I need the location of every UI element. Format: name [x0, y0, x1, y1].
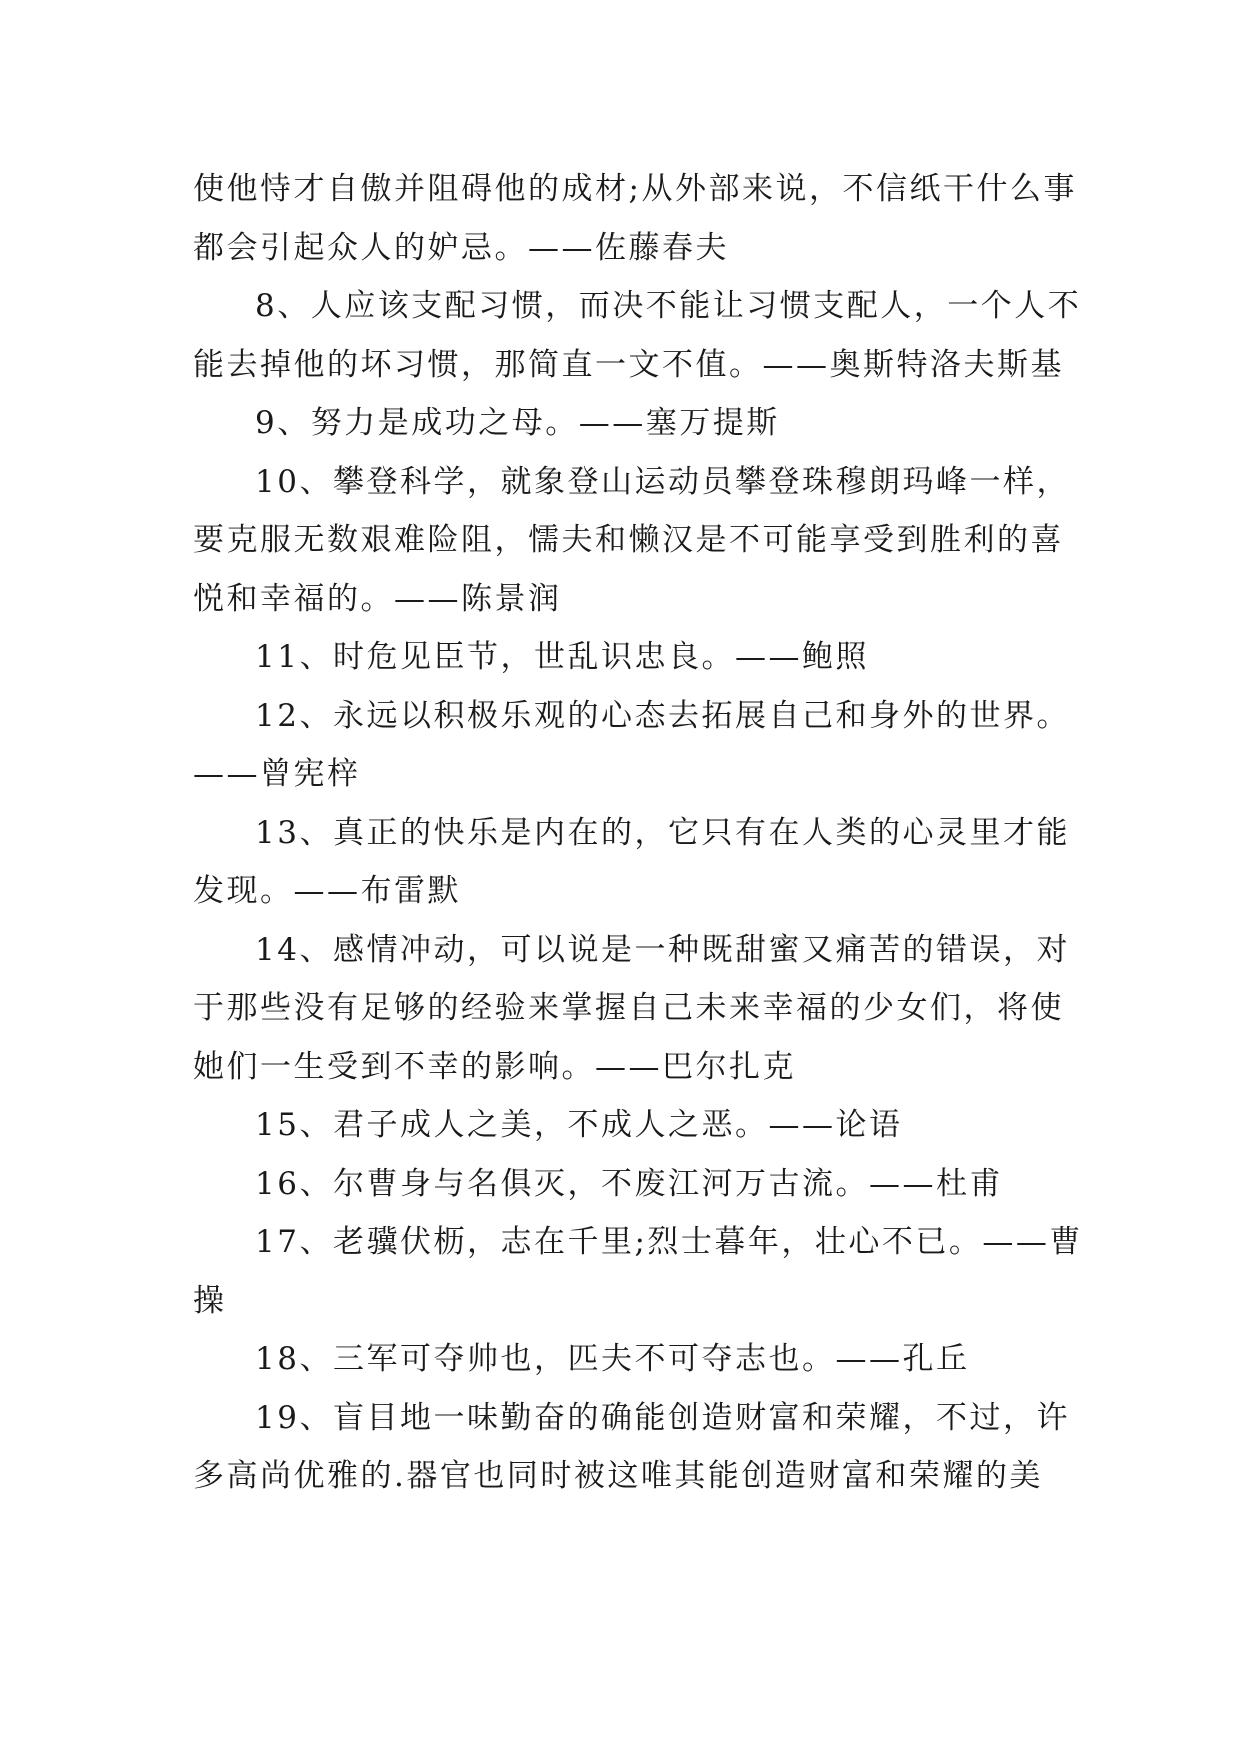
quote-paragraph-13: 13、真正的快乐是内在的，它只有在人类的心灵里才能发现。——布雷默: [193, 814, 1070, 909]
quote-paragraph-16: 16、尔曹身与名俱灭，不废江河万古流。——杜甫: [255, 1165, 1003, 1202]
quote-paragraph-10: 10、攀登科学，就象登山运动员攀登珠穆朗玛峰一样，要克服无数艰难险阻，懦夫和懒汉是不可能享受到胜利的喜悦和幸福的。——陈景润: [193, 463, 1070, 617]
quote-paragraph-17: 17、老骥伏枥，志在千里;烈士暮年，壮心不已。——曹操: [193, 1224, 1083, 1319]
quote-paragraph-8: 8、人应该支配习惯，而决不能让习惯支配人，一个人不能去掉他的坏习惯，那简直一文不值。——奥斯特洛夫斯基: [193, 288, 1082, 383]
quote-paragraph-12: 12、永远以积极乐观的心态去拓展自己和身外的世界。——曾宪梓: [193, 697, 1070, 792]
quote-paragraph-15: 15、君子成人之美，不成人之恶。——论语: [255, 1107, 903, 1143]
quote-paragraph-9: 9、努力是成功之母。——塞万提斯: [255, 405, 780, 441]
paragraph-continuation: 使他恃才自傲并阻碍他的成材;从外部来说，不信纸干什么事都会引起众人的妒忌。——佐藤春夫: [193, 171, 1077, 266]
quote-paragraph-19: 19、盲目地一味勤奋的确能创造财富和荣耀，不过，许多高尚优雅的.器官也同时被这唯其能创造财富和荣耀的美: [193, 1399, 1070, 1494]
quote-paragraph-18: 18、三军可夺帅也，匹夫不可夺志也。——孔丘: [255, 1341, 970, 1377]
quote-paragraph-14: 14、感情冲动，可以说是一种既甜蜜又痛苦的错误，对于那些没有足够的经验来掌握自己未来幸福的少女们，将使她们一生受到不幸的影响。——巴尔扎克: [193, 931, 1070, 1085]
quote-paragraph-11: 11、时危见臣节，世乱识忠良。——鲍照: [255, 639, 869, 675]
document-body: [193, 160, 1083, 1506]
